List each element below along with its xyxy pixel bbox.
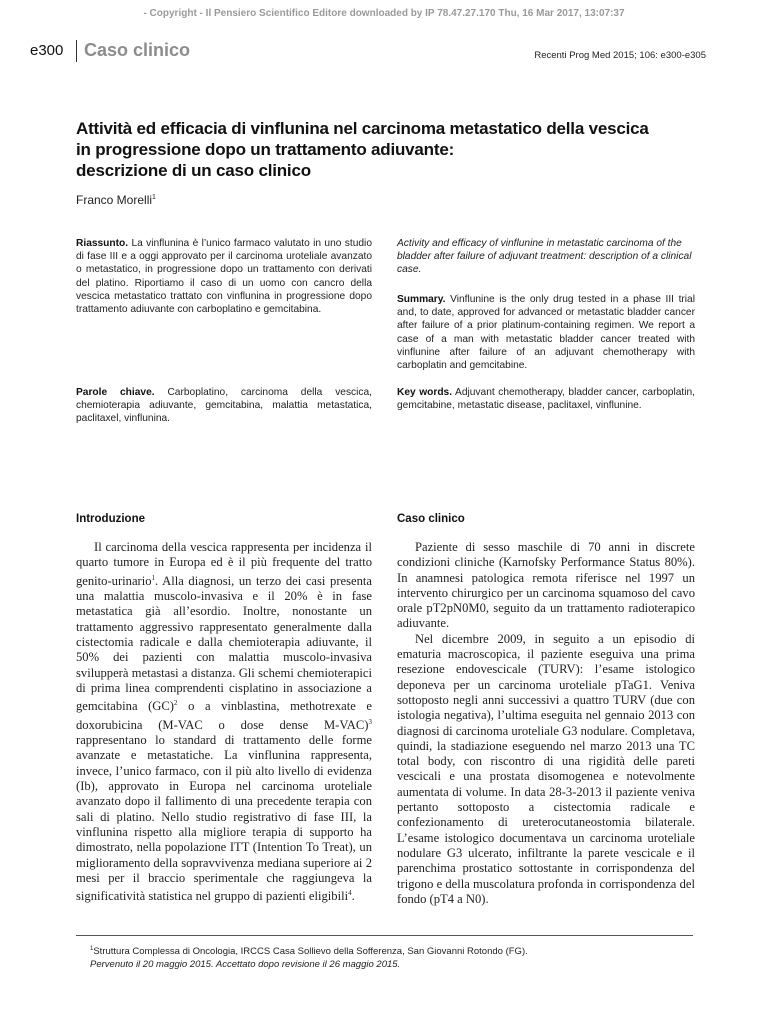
abstract-label: Riassunto.	[76, 238, 129, 249]
section-heading-caso-clinico: Caso clinico	[397, 513, 465, 525]
keywords-italian	[76, 386, 372, 426]
paragraph: Il carcinoma della vescica rappresenta per incidenza il quarto tumore in Europa ed è il più frequente del tratto genito-urinario$^1$. Alla diagnosi, un terzo dei casi presenta una malattia muscolo-invasiva e il 20% è in fase metastatica già all’esordio. Inoltre, nonostante un trattamento aggressivo rappresentato generalmente dalla cistectomia radicale e dalla chemioterapia adiuvante, il 50% dei pazienti con malattia muscolo-invasiva svilupperà metastasi a distanza. Gli schemi chemioterapici di prima linea comprendenti cisplatino in associazione a gemcitabina (GC)$^2$ o a vinblastina, methotrexate e doxorubicina (M-VAC o dose dense M-VAC)$^3$ rappresentano lo standard di trattamento delle forme avanzate e metastatiche. La vinflunina rappresenta, invece, l’unico farmaco, con il più alto livello di evidenza (Ib), approvato in Europa nel carcinoma uroteliale avanzato dopo il fallimento di una precedente terapia con sali di platino. Nello studio registrativo di fase III, la vinflunina rispetto alla migliore terapia di supporto ha dimostrato, nella popolazione ITT (Intention To Treat), un miglioramento della sopravvivenza mediana superiore ai 2 mesi per il braccio sperimentale che raggiungeva la significatività statistica nel gruppo di pazienti eligibili$^4$.	[76, 540, 372, 904]
title-line: descrizione di un caso clinico	[76, 161, 311, 180]
header-divider	[76, 40, 77, 62]
author-affiliation-mark: 1	[152, 194, 156, 201]
author-name: Franco Morelli	[76, 193, 153, 207]
summary-text: Vinflunine is the only drug tested in a phase III trial and, to date, approved for advanced or metastatic bladder cancer after failure of a prior platinum-containing regimen. We report a case of a man with metastatic bladder cancer treated with vinflunine after failure of an adjuvant chemotherapy with carboplatin and gemcitabine.	[397, 294, 695, 372]
citation-mark: 3	[368, 717, 372, 726]
citation-mark: 4	[348, 889, 352, 898]
citation-mark: 2	[174, 699, 178, 708]
case-body	[397, 540, 695, 907]
abstract-italian	[76, 237, 372, 316]
footnote	[90, 943, 528, 971]
article-title	[76, 118, 716, 181]
section-heading-introduzione: Introduzione	[76, 513, 145, 525]
citation-mark: 1	[151, 573, 156, 582]
received-note: Pervenuto il 20 maggio 2015. Accettato dopo revisione il 26 maggio 2015.	[90, 958, 401, 970]
introduction-body	[76, 540, 372, 905]
title-line: in progressione dopo un trattamento adiuvante:	[76, 140, 455, 159]
affiliation-note: $^1$Struttura Complessa di Oncologia, IRCCS Casa Sollievo della Sofferenza, San Giovanni Rotondo (FG).	[90, 946, 528, 958]
title-line: Attività ed efficacia di vinflunina nel carcinoma metastatico della vescica	[76, 119, 649, 138]
paragraph: Paziente di sesso maschile di 70 anni in discrete condizioni cliniche (Karnofsky Performance Status 80%). In anamnesi patologica remota riferisce nel 1997 un intervento chirurgico per un carcinoma squamoso del cavo orale pT2pN0M0, seguito da un trattamento radioterapico adiuvante.	[397, 540, 695, 631]
page-number: e300	[30, 42, 64, 59]
copyright-notice: - Copyright - Il Pensiero Scientifico Editore downloaded by IP 78.47.27.170 Thu, 16 Mar 2017, 13:07:37	[143, 8, 625, 19]
keywords-label: Parole chiave.	[76, 387, 155, 398]
section-label: Caso clinico	[84, 40, 191, 60]
paragraph: Nel dicembre 2009, in seguito a un episodio di ematuria macroscopica, il paziente eseguiva una prima resezione endovescicale (TURV): l’esame istologico deponeva per un carcinoma uroteliale pTaG1. Veniva sottoposto negli anni successivi a quattro TURV (due con istologia negativa), l’ultima eseguita nel gennaio 2013 con diagnosi di carcinoma uroteliale G3 nodulare. Completava, quindi, la stadiazione eseguendo nel marzo 2013 una TC total body, con riscontro di una rigidità delle pareti vescicali e una prostata disomogenea e notevolmente aumentata di volume. In data 28-3-2013 il paziente veniva pertanto sottoposto a cistectomia radicale e confezionamento di ureterocutaneostomia bilaterale. L’esame istologico documentava un carcinoma uroteliale nodulare G3 ulcerato, infiltrante la parete vescicale e il parenchima prostatico sottostante in corrispondenza del trigono e della muscolatura profonda in corrispondenza del fondo (pT4 a N0).	[397, 631, 695, 906]
keywords-english	[397, 386, 695, 412]
journal-reference: Recenti Prog Med 2015; 106: e300-e305	[534, 50, 706, 61]
footnote-divider	[76, 935, 693, 936]
abstract-english	[397, 293, 695, 372]
abstract-text: La vinflunina è l’unico farmaco valutato in uno studio di fase III e a oggi approvato per il carcinoma uroteliale avanzato o metastatico, in progressione dopo un trattamento con derivati del platino. Riportiamo il caso di un uomo con cancro della vescica metastatico trattato con vinflunina in progressione dopo trattamento adiuvante con carboplatino e gemcitabina.	[76, 238, 372, 316]
summary-label: Summary.	[397, 294, 446, 305]
keywords-text: Adjuvant chemotherapy, bladder cancer, carboplatin, gemcitabine, metastatic disease, paclitaxel, vinflunine.	[397, 387, 695, 412]
english-title: Activity and efficacy of vinflunine in metastatic carcinoma of the bladder after failure of adjuvant treatment: description of a clinical case.	[397, 238, 692, 276]
keywords-label: Key words.	[397, 387, 453, 398]
keywords-text: Carboplatino, carcinoma della vescica, chemioterapia adiuvante, gemcitabina, malattia metastatica, paclitaxel, vinflunina.	[76, 387, 372, 425]
author-line	[76, 193, 156, 207]
